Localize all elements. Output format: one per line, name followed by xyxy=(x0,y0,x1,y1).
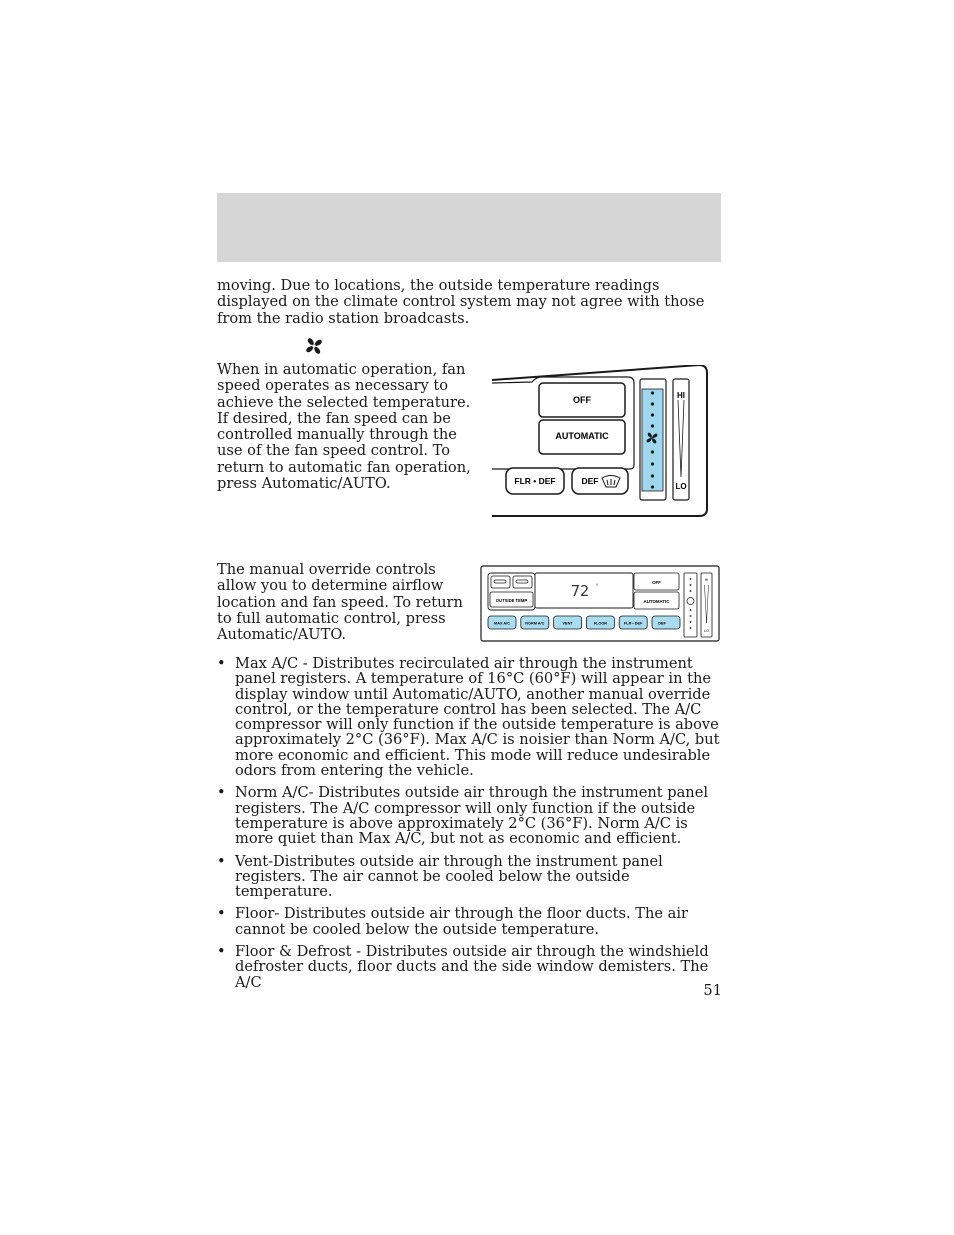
list-item xyxy=(217,854,722,900)
def-label: DEF xyxy=(581,476,599,486)
climate-control-panel xyxy=(480,565,720,642)
header-band xyxy=(217,193,721,262)
automatic-label-small: AUTOMATIC xyxy=(643,599,670,604)
flr-def-label: FLR • DEF xyxy=(514,476,556,486)
intro-paragraph: moving. Due to locations, the outside temperature readings displayed on the climate control system may not agree with those from the radio station broadcasts. xyxy=(217,277,705,327)
list-item xyxy=(217,944,722,990)
hi-label: HI xyxy=(677,391,685,400)
override-paragraph: The manual override controls allow you to determine airflow location and fan speed. To return to full automatic control, press Automatic/AUTO. xyxy=(217,561,463,644)
off-label-small: OFF xyxy=(652,580,661,585)
fan-icon xyxy=(304,336,324,356)
hi-lo-slider-small[interactable] xyxy=(701,573,712,637)
bullet-glyph: • xyxy=(217,655,226,672)
lo-label-small: LO xyxy=(704,629,709,633)
fan-speed-paragraph: When in automatic operation, fan speed operates as necessary to achieve the selected temperature. If desired, the fan speed can be controlled manually through the use of the fan speed control. To return to automatic fan operation, press Automatic/AUTO. xyxy=(217,361,471,493)
list-item-text: Floor & Defrost - Distributes outside air through the windshield defroster ducts, floor ducts and the side window demisters. The A/C xyxy=(235,943,709,991)
def-button[interactable] xyxy=(572,468,628,494)
off-label: OFF xyxy=(573,395,591,405)
svg-text:°: ° xyxy=(596,584,599,590)
mode-button-label: FLOOR xyxy=(593,621,608,626)
mode-button-def[interactable] xyxy=(652,616,680,629)
hi-label-small: HI xyxy=(704,578,709,582)
mode-button-label: DEF xyxy=(658,621,666,626)
temperature-value: 72 xyxy=(570,582,590,600)
bullet-glyph: • xyxy=(217,905,226,923)
bullet-glyph: • xyxy=(217,943,226,961)
list-item xyxy=(217,906,722,937)
list-item-text: Floor- Distributes outside air through the floor ducts. The air cannot be cooled below the outside temperature. xyxy=(235,905,689,938)
page-number: 51 xyxy=(703,982,722,999)
outside-temp-label: OUTSIDE TEMP xyxy=(495,598,528,603)
list-item xyxy=(217,656,722,778)
mode-button-label: NORM A/C xyxy=(525,621,545,626)
bullet-glyph: • xyxy=(217,784,226,802)
list-item-text: Norm A/C- Distributes outside air through the instrument panel registers. The A/C compressor will only function if the outside temperature is above approximately 2°C (36°F). Norm A/C is more quiet than Max A/C, but not as economic and efficient. xyxy=(235,784,709,848)
list-item-text: Max A/C - Distributes recirculated air through the instrument panel registers. A temperature of 16°C (60°F) will appear in the display window until Automatic/AUTO, another manual override control, or the temperature control has been selected. The A/C compressor will only function if the outside temperature is above approximately 2°C (36°F). Max A/C is noisier than Norm A/C, but more economic and efficient. This mode will reduce undesirable odors from entering the vehicle. xyxy=(235,655,720,780)
mode-button-label: VENT xyxy=(562,621,573,626)
bullet-glyph: • xyxy=(217,852,226,870)
bullet-list xyxy=(217,656,722,997)
automatic-label: AUTOMATIC xyxy=(555,431,609,441)
list-item xyxy=(217,785,722,846)
mode-button-label: FLR • DEF xyxy=(623,621,643,626)
mode-button-label: MAX A/C xyxy=(494,621,510,626)
lo-label: LO xyxy=(675,482,687,491)
list-item-text: Vent-Distributes outside air through the instrument panel registers. The air cannot be cooled below the outside temperature. xyxy=(235,852,663,901)
fan-control-panel xyxy=(492,365,709,517)
